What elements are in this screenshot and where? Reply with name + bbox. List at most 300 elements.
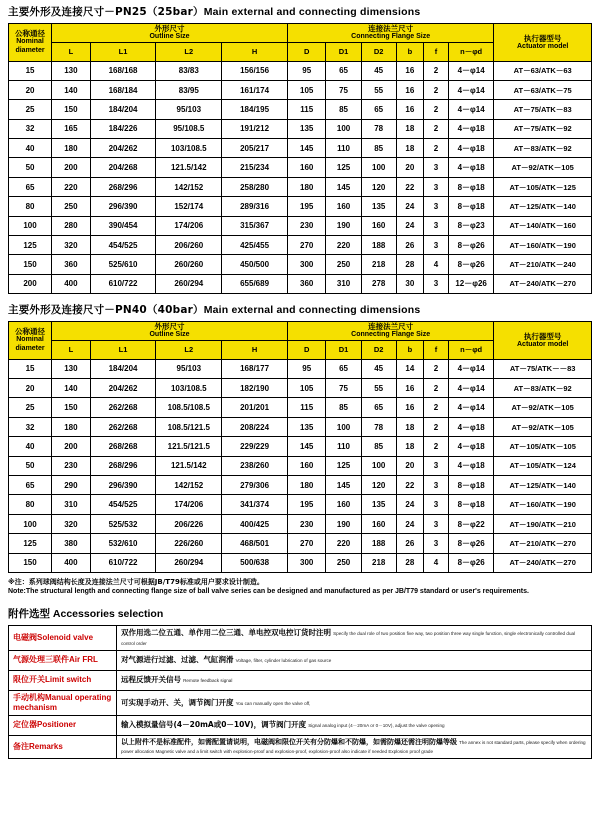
accessory-label-en: Solenoid valve	[37, 632, 94, 642]
table-row	[9, 255, 592, 274]
cell-nominal: 25	[9, 100, 52, 119]
cell-D1: 125	[326, 158, 361, 177]
cell-f: 3	[423, 476, 448, 495]
cell-L2: 142/152	[156, 177, 222, 196]
cell-nphid: 8－φ26	[448, 236, 493, 255]
cell-nominal: 150	[9, 553, 52, 572]
header-flange-cn: 连接法兰尺寸	[368, 24, 414, 33]
cell-nominal: 32	[9, 417, 52, 436]
cell-nominal: 125	[9, 236, 52, 255]
accessory-label-solenoid-valve	[9, 625, 117, 650]
cell-H: 341/374	[222, 495, 288, 514]
header-col-L2: L2	[156, 340, 222, 359]
cell-nphid: 8－φ18	[448, 476, 493, 495]
header-outline-cn: 外形尺寸	[154, 322, 185, 332]
cell-L: 230	[52, 456, 91, 475]
cell-L1: 204/268	[90, 158, 156, 177]
accessory-label-cn: 气源处理三联件	[13, 655, 69, 665]
cell-nphid: 8－φ18	[448, 197, 493, 216]
cell-D1: 75	[326, 379, 361, 398]
cell-L1: 168/168	[90, 61, 156, 80]
cell-D1: 65	[326, 359, 361, 378]
cell-L: 180	[52, 417, 91, 436]
cell-D: 230	[287, 514, 326, 533]
cell-b: 28	[396, 553, 423, 572]
cell-f: 3	[423, 495, 448, 514]
cell-L1: 610/722	[90, 553, 156, 572]
cell-L1: 454/525	[90, 236, 156, 255]
cell-b: 22	[396, 476, 423, 495]
cell-actuator: AT－125/ATK－140	[494, 476, 592, 495]
cell-D1: 85	[326, 398, 361, 417]
cell-D2: 188	[361, 236, 396, 255]
header-nominal-en: Nominal diameter	[15, 38, 45, 54]
table-row	[9, 158, 592, 177]
cell-nphid: 4－φ18	[448, 119, 493, 138]
cell-L1: 262/268	[90, 417, 156, 436]
cell-f: 2	[423, 379, 448, 398]
cell-L2: 95/108.5	[156, 119, 222, 138]
cell-H: 168/177	[222, 359, 288, 378]
header-nominal-en: Nominal diameter	[15, 336, 45, 352]
cell-L2: 226/260	[156, 534, 222, 553]
accessory-value-en: Remote feedback signal	[183, 678, 233, 684]
cell-L2: 108.5/108.5	[156, 398, 222, 417]
table-row	[9, 379, 592, 398]
table-row	[9, 534, 592, 553]
table-row	[9, 514, 592, 533]
accessory-label-cn: 定位器	[13, 720, 37, 730]
accessory-value-air-frl	[117, 650, 592, 670]
cell-H: 201/201	[222, 398, 288, 417]
cell-D1: 100	[326, 119, 361, 138]
cell-nphid: 4－φ14	[448, 398, 493, 417]
table-row	[9, 197, 592, 216]
table-row	[9, 216, 592, 235]
cell-D2: 100	[361, 158, 396, 177]
cell-L2: 103/108.5	[156, 379, 222, 398]
cell-L: 400	[52, 274, 91, 293]
cell-L1: 184/204	[90, 359, 156, 378]
cell-nphid: 4－φ18	[448, 417, 493, 436]
accessory-label-en: Limit switch	[45, 675, 92, 685]
header-actuator-en: Actuator model	[517, 42, 569, 50]
cell-nphid: 4－φ14	[448, 100, 493, 119]
cell-D: 270	[287, 534, 326, 553]
cell-D1: 110	[326, 437, 361, 456]
cell-f: 4	[423, 553, 448, 572]
cell-nominal: 50	[9, 456, 52, 475]
header-actuator-en: Actuator model	[517, 340, 569, 348]
cell-D1: 110	[326, 139, 361, 158]
header-col-D1: D1	[326, 340, 361, 359]
cell-D2: 55	[361, 80, 396, 99]
cell-D: 180	[287, 476, 326, 495]
cell-nphid: 8－φ26	[448, 553, 493, 572]
cell-D2: 278	[361, 274, 396, 293]
accessory-row-limit-switch	[9, 670, 592, 690]
accessory-label-cn: 手动机构	[13, 692, 45, 702]
cell-f: 3	[423, 236, 448, 255]
cell-D: 195	[287, 495, 326, 514]
header-col-f: f	[423, 42, 448, 61]
cell-b: 18	[396, 417, 423, 436]
accessory-value-cn: 可实现手动开、关，调节阀门开度	[121, 697, 234, 707]
cell-f: 2	[423, 139, 448, 158]
cell-L1: 268/268	[90, 437, 156, 456]
cell-nominal: 50	[9, 158, 52, 177]
accessory-label-manual-mechanism	[9, 690, 117, 715]
table-row	[9, 177, 592, 196]
cell-D2: 45	[361, 359, 396, 378]
cell-L2: 83/83	[156, 61, 222, 80]
cell-actuator: AT－75/ATK－－83	[494, 359, 592, 378]
cell-D: 105	[287, 80, 326, 99]
header-col-H: H	[222, 42, 288, 61]
cell-nominal: 40	[9, 139, 52, 158]
accessories-table	[8, 625, 592, 759]
cell-b: 16	[396, 398, 423, 417]
cell-L1: 168/184	[90, 80, 156, 99]
table-header-group-row	[9, 322, 592, 341]
section-title-pn25-en: Main external and connecting dimensions	[203, 6, 421, 18]
cell-H: 468/501	[222, 534, 288, 553]
cell-actuator: AT－92/ATK－105	[494, 398, 592, 417]
cell-L1: 525/610	[90, 255, 156, 274]
accessory-row-positioner	[9, 715, 592, 735]
cell-D: 115	[287, 398, 326, 417]
cell-L2: 121.5/121.5	[156, 437, 222, 456]
accessory-label-en: Manual operating mechanism	[13, 692, 112, 712]
accessory-row-air-frl	[9, 650, 592, 670]
cell-f: 3	[423, 534, 448, 553]
cell-H: 205/217	[222, 139, 288, 158]
cell-L2: 142/152	[156, 476, 222, 495]
cell-H: 215/234	[222, 158, 288, 177]
cell-L: 150	[52, 398, 91, 417]
header-nominal-diameter	[9, 322, 52, 360]
cell-D1: 75	[326, 80, 361, 99]
table-row	[9, 119, 592, 138]
cell-nphid: 8－φ18	[448, 177, 493, 196]
accessory-label-en: Air FRL	[69, 655, 98, 665]
cell-nphid: 8－φ26	[448, 255, 493, 274]
cell-b: 24	[396, 216, 423, 235]
cell-D2: 45	[361, 61, 396, 80]
cell-actuator: AT－160/ATK－190	[494, 495, 592, 514]
cell-L1: 610/722	[90, 274, 156, 293]
cell-L: 250	[52, 197, 91, 216]
cell-nominal: 40	[9, 437, 52, 456]
cell-D: 300	[287, 255, 326, 274]
accessory-value-en: Voltage, filter, cylinder lubrication of gas source	[235, 658, 332, 664]
cell-b: 16	[396, 80, 423, 99]
cell-L1: 204/262	[90, 379, 156, 398]
dimensions-table-pn25	[8, 23, 592, 294]
cell-L1: 262/268	[90, 398, 156, 417]
cell-D: 270	[287, 236, 326, 255]
cell-L2: 260/294	[156, 274, 222, 293]
cell-L1: 184/204	[90, 100, 156, 119]
cell-L: 150	[52, 100, 91, 119]
cell-H: 450/500	[222, 255, 288, 274]
cell-nominal: 100	[9, 514, 52, 533]
header-nominal-cn: 公称通径	[15, 327, 46, 337]
cell-f: 3	[423, 216, 448, 235]
cell-L1: 184/226	[90, 119, 156, 138]
accessory-label-limit-switch	[9, 670, 117, 690]
accessory-label-cn: 电磁阀	[13, 632, 37, 642]
table-row	[9, 139, 592, 158]
cell-H: 161/174	[222, 80, 288, 99]
cell-D: 360	[287, 274, 326, 293]
header-col-b: b	[396, 340, 423, 359]
cell-f: 4	[423, 255, 448, 274]
cell-L2: 121.5/142	[156, 158, 222, 177]
section-title-pn40	[8, 304, 592, 317]
cell-nominal: 15	[9, 61, 52, 80]
cell-D1: 145	[326, 177, 361, 196]
header-outline-cn: 外形尺寸	[154, 24, 185, 33]
header-flange-cn: 连接法兰尺寸	[368, 322, 414, 332]
cell-f: 3	[423, 177, 448, 196]
cell-D: 160	[287, 456, 326, 475]
cell-D: 95	[287, 61, 326, 80]
cell-f: 3	[423, 514, 448, 533]
cell-D2: 218	[361, 255, 396, 274]
cell-b: 18	[396, 139, 423, 158]
cell-L: 180	[52, 139, 91, 158]
accessory-value-cn: 双作用选二位五通、单作用二位三通、单电控双电控订货时注明	[121, 627, 331, 637]
cell-actuator: AT－63/ATK－75	[494, 80, 592, 99]
cell-H: 238/260	[222, 456, 288, 475]
cell-H: 184/195	[222, 100, 288, 119]
cell-L2: 95/103	[156, 359, 222, 378]
cell-b: 18	[396, 119, 423, 138]
accessory-value-cn: 远程反馈开关信号	[121, 675, 181, 685]
cell-nphid: 8－φ26	[448, 534, 493, 553]
cell-nphid: 8－φ23	[448, 216, 493, 235]
cell-L1: 532/610	[90, 534, 156, 553]
accessory-value-manual-mechanism	[117, 690, 592, 715]
cell-L1: 204/262	[90, 139, 156, 158]
cell-actuator: AT－83/ATK－92	[494, 379, 592, 398]
cell-D1: 160	[326, 197, 361, 216]
cell-b: 30	[396, 274, 423, 293]
header-actuator-cn: 执行器型号	[523, 331, 562, 341]
cell-L: 290	[52, 476, 91, 495]
header-col-D2: D2	[361, 340, 396, 359]
table-row	[9, 80, 592, 99]
accessory-row-manual-mechanism	[9, 690, 592, 715]
table-row	[9, 553, 592, 572]
header-actuator-cn: 执行器型号	[523, 33, 562, 43]
accessory-label-remarks	[9, 735, 117, 758]
header-col-D1: D1	[326, 42, 361, 61]
cell-D: 145	[287, 139, 326, 158]
cell-D: 300	[287, 553, 326, 572]
cell-nphid: 4－φ14	[448, 80, 493, 99]
table-row	[9, 417, 592, 436]
cell-D1: 220	[326, 236, 361, 255]
accessory-value-en: The annex is not standard parts, please specify when ordering power allocation Magnetic valve and a limit switch with explosion-proof and explosion-proof, explosion-proof also indicate if needed Explosion proof grade	[121, 739, 586, 754]
cell-b: 24	[396, 514, 423, 533]
cell-D: 230	[287, 216, 326, 235]
cell-nominal: 200	[9, 274, 52, 293]
header-nominal-diameter	[9, 24, 52, 62]
cell-D1: 310	[326, 274, 361, 293]
cell-b: 24	[396, 197, 423, 216]
cell-f: 2	[423, 437, 448, 456]
accessory-label-en: Remarks	[29, 741, 63, 751]
cell-b: 16	[396, 61, 423, 80]
accessory-row-remarks	[9, 735, 592, 758]
cell-b: 24	[396, 495, 423, 514]
cell-D1: 100	[326, 417, 361, 436]
header-outline-en: Outline Size	[149, 33, 190, 40]
cell-nominal: 15	[9, 359, 52, 378]
accessory-value-cn: 以上附件不是标准配件，如需配置请说明，电磁阀和限位开关有分防爆和不防爆，如需防爆还需注明防爆等级	[121, 737, 457, 746]
cell-nphid: 4－φ18	[448, 139, 493, 158]
cell-b: 16	[396, 100, 423, 119]
cell-D: 135	[287, 417, 326, 436]
header-flange-size	[287, 24, 493, 43]
cell-actuator: AT－105/ATK－124	[494, 456, 592, 475]
cell-nominal: 80	[9, 495, 52, 514]
cell-H: 425/455	[222, 236, 288, 255]
cell-D2: 160	[361, 514, 396, 533]
cell-f: 2	[423, 119, 448, 138]
cell-L2: 174/206	[156, 495, 222, 514]
accessory-label-cn: 备注	[13, 741, 29, 751]
cell-f: 2	[423, 417, 448, 436]
cell-L1: 454/525	[90, 495, 156, 514]
header-col-L: L	[52, 42, 91, 61]
standards-note	[8, 578, 592, 597]
table-row	[9, 274, 592, 293]
cell-b: 28	[396, 255, 423, 274]
accessories-title	[8, 606, 592, 621]
header-outline-en: Outline Size	[149, 331, 190, 339]
cell-D1: 125	[326, 456, 361, 475]
table-row	[9, 359, 592, 378]
cell-actuator: AT－83/ATK－92	[494, 139, 592, 158]
cell-H: 500/638	[222, 553, 288, 572]
cell-f: 3	[423, 274, 448, 293]
standards-note-en: Note:The structural length and connecting flange size of ball valve series can be designed and manufactured as per JB/T79 standard or user's requirements.	[8, 588, 529, 596]
cell-L: 400	[52, 553, 91, 572]
dimensions-table-pn40-body	[9, 359, 592, 572]
accessory-value-en: You can manually open the valve off,	[235, 700, 311, 706]
cell-f: 2	[423, 398, 448, 417]
cell-D1: 220	[326, 534, 361, 553]
table-row	[9, 456, 592, 475]
cell-f: 2	[423, 359, 448, 378]
cell-D2: 120	[361, 476, 396, 495]
cell-H: 156/156	[222, 61, 288, 80]
cell-L2: 95/103	[156, 100, 222, 119]
cell-b: 18	[396, 437, 423, 456]
cell-nominal: 125	[9, 534, 52, 553]
cell-D: 95	[287, 359, 326, 378]
cell-L: 320	[52, 514, 91, 533]
cell-actuator: AT－75/ATK－83	[494, 100, 592, 119]
cell-D2: 85	[361, 437, 396, 456]
cell-b: 26	[396, 236, 423, 255]
accessory-value-solenoid-valve	[117, 625, 592, 650]
header-col-H: H	[222, 340, 288, 359]
cell-b: 22	[396, 177, 423, 196]
cell-D1: 85	[326, 100, 361, 119]
cell-D2: 65	[361, 100, 396, 119]
cell-actuator: AT－210/ATK－240	[494, 255, 592, 274]
cell-nphid: 4－φ14	[448, 61, 493, 80]
cell-nphid: 12－φ26	[448, 274, 493, 293]
accessory-value-en: Signal analog input (4－20mA or 0－10V), adjust the valve opening	[308, 723, 445, 729]
accessory-value-limit-switch	[117, 670, 592, 690]
cell-D2: 55	[361, 379, 396, 398]
cell-D2: 78	[361, 119, 396, 138]
cell-L1: 268/296	[90, 177, 156, 196]
table-row	[9, 476, 592, 495]
cell-actuator: AT－125/ATK－140	[494, 197, 592, 216]
cell-f: 2	[423, 80, 448, 99]
cell-D1: 160	[326, 495, 361, 514]
cell-L2: 103/108.5	[156, 139, 222, 158]
cell-L1: 525/532	[90, 514, 156, 533]
cell-f: 3	[423, 456, 448, 475]
accessories-title-en: Accessories selection	[52, 607, 164, 620]
cell-nominal: 20	[9, 80, 52, 99]
header-col-L1: L1	[90, 340, 156, 359]
cell-actuator: AT－105/ATK－125	[494, 177, 592, 196]
header-col-L: L	[52, 340, 91, 359]
dimensions-table-pn25-body	[9, 61, 592, 294]
cell-b: 20	[396, 456, 423, 475]
cell-nphid: 4－φ14	[448, 379, 493, 398]
cell-nominal: 32	[9, 119, 52, 138]
cell-L2: 152/174	[156, 197, 222, 216]
table-row	[9, 437, 592, 456]
cell-H: 289/316	[222, 197, 288, 216]
cell-L: 320	[52, 236, 91, 255]
header-col-f: f	[423, 340, 448, 359]
cell-actuator: AT－240/ATK－270	[494, 274, 592, 293]
header-outline-size	[52, 24, 288, 43]
cell-L1: 390/454	[90, 216, 156, 235]
cell-actuator: AT－92/ATK－105	[494, 158, 592, 177]
header-col-D2: D2	[361, 42, 396, 61]
cell-D: 180	[287, 177, 326, 196]
accessory-value-cn: 输入模拟量信号(4－20mA或0－10V)，调节阀门开度	[121, 720, 307, 730]
header-actuator-model	[494, 322, 592, 360]
section-title-pn25-cn: 主要外形及连接尺寸－PN25（25bar）	[8, 6, 204, 18]
cell-actuator: AT－105/ATK－105	[494, 437, 592, 456]
cell-H: 229/229	[222, 437, 288, 456]
cell-H: 258/280	[222, 177, 288, 196]
cell-D: 195	[287, 197, 326, 216]
cell-f: 3	[423, 158, 448, 177]
cell-actuator: AT－63/ATK－63	[494, 61, 592, 80]
table-row	[9, 236, 592, 255]
cell-nominal: 65	[9, 177, 52, 196]
cell-nominal: 100	[9, 216, 52, 235]
cell-actuator: AT－160/ATK－190	[494, 236, 592, 255]
accessory-label-positioner	[9, 715, 117, 735]
cell-L2: 83/95	[156, 80, 222, 99]
table-row	[9, 61, 592, 80]
cell-L2: 260/260	[156, 255, 222, 274]
